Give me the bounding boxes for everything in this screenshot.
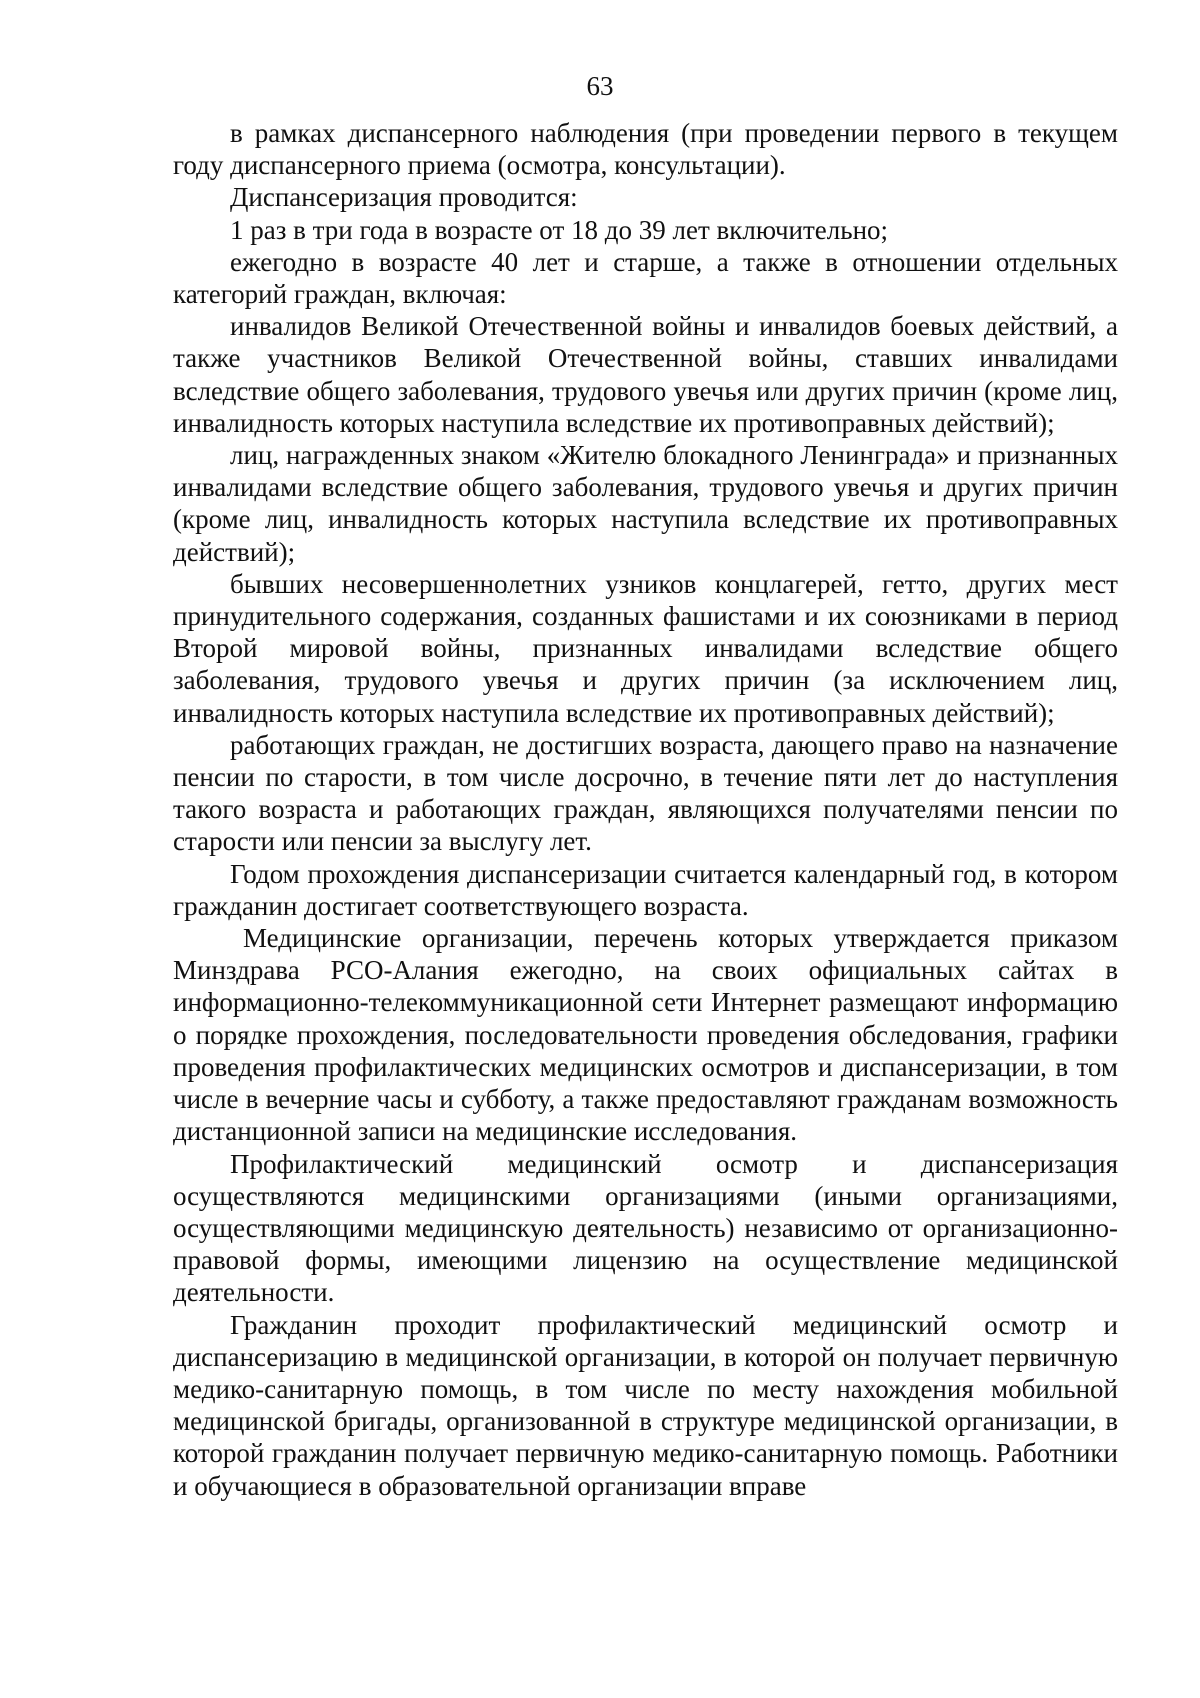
paragraph-working-citizens: работающих граждан, не достигших возраста, дающего право на назначение пенсии по старости, в том числе досрочно, в течение пяти лет до наступления такого возраста и работающих граждан, являющихся получателями пенсии по старости или пенсии за выслугу лет. [173,729,1118,857]
paragraph-leningrad-siege: лиц, награжденных знаком «Жителю блокадного Ленинграда» и признанных инвалидами вследствие общего заболевания, трудового увечья и других причин (кроме лиц, инвалидность которых наступила вследствие их противоправных действий); [173,440,1118,567]
page-number: 63 [586,71,614,101]
paragraph-citizen-passes: Гражданин проходит профилактический медицинский осмотр и диспансеризацию в медицинской организации, в которой он получает первичную медико-санитарную помощь, в том числе по месту нахождения мобильной медицинской бригады, организованной в структуре медицинской организации, в которой гражданин получает первичную медико-санитарную помощь. Работники и обучающиеся в образовательной организации вправе [173,1309,1118,1501]
paragraph-war-invalids: инвалидов Великой Отечественной войны и инвалидов боевых действий, а также участников Великой Отечественной войны, ставших инвалидами вследствие общего заболевания, трудового увечья или других причин (кроме лиц, инвалидность которых наступила вследствие их противоправных действий); [173,311,1118,438]
body-text [173,117,1118,1502]
paragraph-annually: ежегодно в возрасте 40 лет и старше, а также в отношении отдельных категорий граждан, включая: [173,246,1118,310]
paragraph-camp-prisoners: бывших несовершеннолетних узников концлагерей, гетто, других мест принудительного содержания, созданных фашистами и их союзниками в период Второй мировой войны, признанных инвалидами вследствие общего заболевания, трудового увечья и других причин (за исключением лиц, инвалидность которых наступила вследствие их противоправных действий); [173,568,1118,728]
paragraph-every-three-years: 1 раз в три года в возрасте от 18 до 39 лет включительно; [230,214,889,245]
paragraph-medical-organizations: Медицинские организации, перечень которых утверждается приказом Минздрава РСО-Алания ежегодно, на своих официальных сайтах в информационно-телекоммуникационной сети Интернет размещают информацию о порядке прохождения, последовательности проведения обследования, графики проведения профилактических медицинских осмотров и диспансеризации, в том числе в вечерние часы и субботу, а также предоставляют гражданам возможность дистанционной записи на медицинские исследования. [173,923,1118,1147]
paragraph-continuation: в рамках диспансерного наблюдения (при проведении первого в текущем году диспансерного приема (осмотра, консультации). [173,118,1118,181]
paragraph-preventive-exam: Профилактический медицинский осмотр и диспансеризация осуществляются медицинскими организациями (иными организациями, осуществляющими медицинскую деятельность) независимо от организационно-правовой формы, имеющими лицензию на осуществление медицинской деятельности. [173,1148,1118,1308]
paragraph-dispensary-intro: Диспансеризация проводится: [230,182,578,213]
paragraph-year-of-dispensary: Годом прохождения диспансеризации считается календарный год, в котором гражданин достигает соответствующего возраста. [173,858,1118,921]
